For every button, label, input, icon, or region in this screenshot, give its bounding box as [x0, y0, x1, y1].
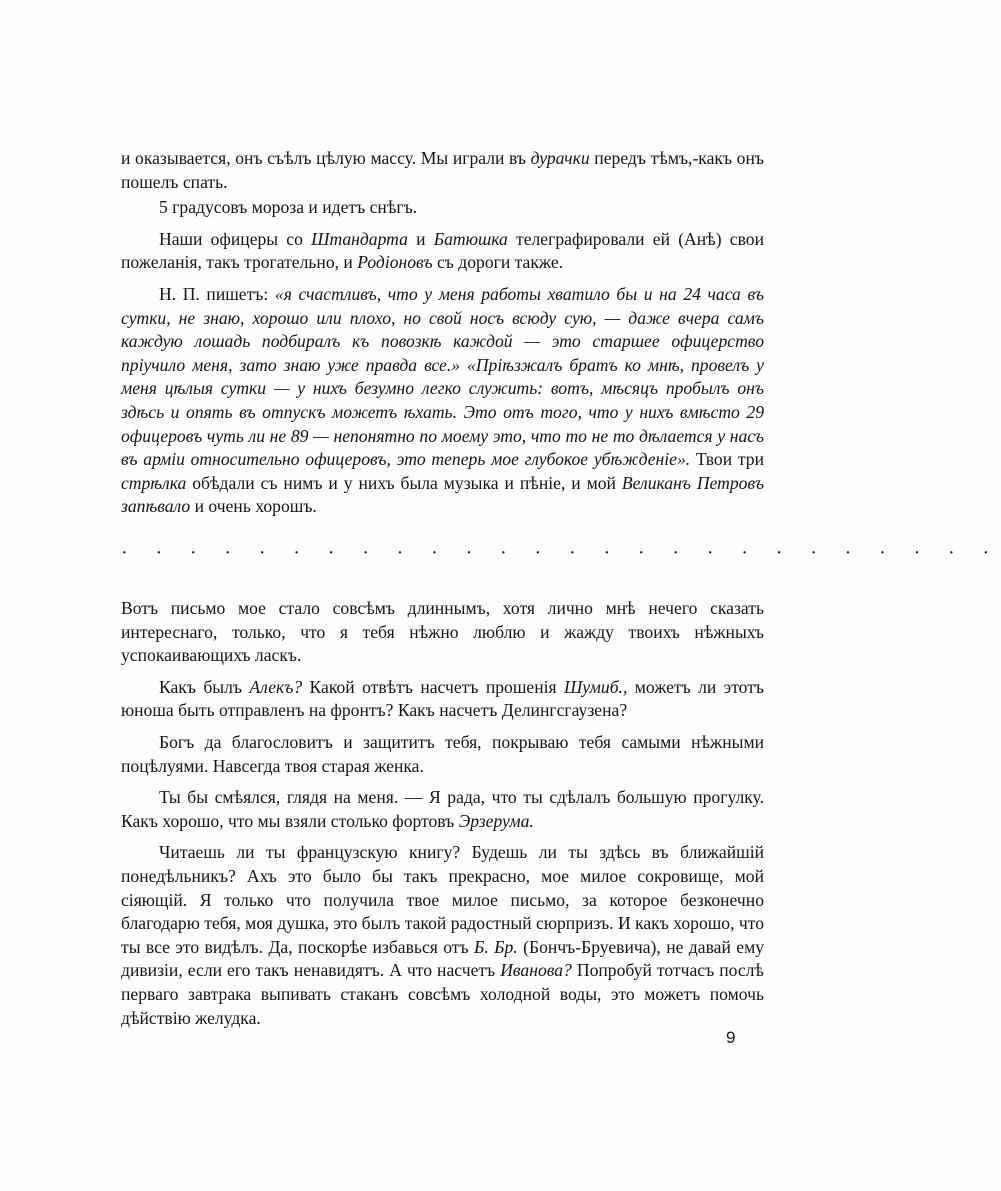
text-run: можетъ ли этотъ юноша быть отправленъ на фронтъ? Какъ насчетъ Делингсгаузена?: [121, 676, 764, 721]
text-run: Наши офицеры со: [159, 228, 312, 249]
paragraph-bottom-5: [121, 841, 764, 1030]
italic-run: Эрзерума.: [458, 810, 534, 831]
paragraph-bottom-4: [121, 786, 764, 833]
text-run: и: [407, 228, 434, 249]
italic-run: Великанъ Петровъ запѣвало: [121, 472, 764, 517]
text-run: съ дороги также.: [432, 252, 564, 273]
paragraph-top-2: 5 градусовъ мороза и идетъ снѣгъ.: [159, 197, 418, 218]
text-run: Попробуй тотчасъ послѣ перваго завтрака выпивать стаканъ совсѣмъ холодной воды, это можетъ помочь дѣйствію желудка.: [121, 960, 764, 1028]
italic-run: Алекъ?: [249, 676, 303, 697]
text-run: (Бончъ-Бруевича), не давай ему дивизіи, если его такъ ненавидятъ. А что насчетъ: [121, 936, 765, 981]
text-run: и оказывается, онъ съѣлъ цѣлую массу. Мы играли въ: [121, 148, 531, 168]
italic-run: Б. Бр.: [474, 936, 518, 957]
paragraph-bottom-3: Богъ да благословитъ и защититъ тебя, покрываю тебя самыми нѣжными поцѣлуями. Навсегда твоя старая женка.: [121, 731, 764, 776]
upper-text-block: [121, 147, 764, 527]
italic-run: Шумиб.,: [563, 676, 628, 697]
italic-run: Родіоновъ: [357, 252, 433, 273]
page-number: 9: [726, 1028, 736, 1047]
text-run: обѣдали съ нимъ и у нихъ была музыка и пѣніе, и мой: [186, 472, 622, 493]
text-run: Читаешь ли ты французскую книгу? Будешь ли ты здѣсь въ ближайшій понедѣльникъ? Ахъ это было бы такъ прекрасно, мое милое сокровище, мой сіяющій. Я только что получила твое милое письмо, за которое безконечно благодарю тебя, моя душка, это былъ такой радостный сюрпризъ. И какъ хорошо, что ты все это видѣлъ. Да, поскорѣе избавься отъ: [121, 842, 764, 957]
text-run: и очень хорошъ.: [190, 496, 317, 517]
italic-run: Штандарта: [311, 228, 408, 249]
text-run: Ты бы смѣялся, глядя на меня. — Я рада, что ты сдѣлалъ большую прогулку. Какъ хорошо, что мы взяли столько фортовъ: [121, 787, 764, 831]
italic-run: Иванова?: [500, 960, 572, 981]
lower-text-block: [121, 597, 764, 1038]
separator-dots: · · · · · · · · · · · · · · · · · · · · · · · · · ·: [121, 542, 1001, 564]
italic-run: стрѣлка: [121, 472, 187, 493]
italic-run: дурачки: [530, 148, 590, 168]
text-run: Какъ былъ: [159, 676, 250, 697]
italic-run: Батюшка: [433, 228, 508, 249]
text-run: Твои три: [690, 449, 764, 470]
paragraph-top-3: [121, 228, 764, 275]
section-separator: [121, 542, 1001, 564]
text-run: Н. П. пишетъ:: [159, 283, 275, 304]
text-run: передъ тѣмъ,-какъ онъ пошелъ спать.: [121, 148, 764, 192]
paragraph-bottom-1: Вотъ письмо мое стало совсѣмъ длиннымъ, хотя лично мнѣ нечего сказать интереснаго, только, что я тебя нѣжно люблю и жажду твоихъ нѣжныхъ успокаивающихъ ласкъ.: [121, 598, 764, 666]
text-run: Какой отвѣтъ насчетъ прошенія: [302, 676, 564, 697]
italic-quote: «я счастливъ, что у меня работы хватило бы и на 24 часа въ сутки, не знаю, хорошо или плохо, но свой носъ всюду сую, — даже вчера самъ каждую лошадь подбиралъ къ повозкѣ каждой — это старшее офицерство пріучило меня, зато знаю уже правда все.» «Пріѣзжалъ братъ ко мнѣ, провелъ у меня цѣлыя сутки — у нихъ безумно легко служить: вотъ, мѣсяцъ пробылъ онъ здѣсь и опять въ отпускъ можетъ ѣхать. Это отъ того, что у нихъ вмѣсто 29 офицеровъ чуть ли не 89 — непонятно по моему это, что то не то дѣлается у насъ въ арміи относительно офицеровъ, это теперь мое глубокое убѣжденіе».: [121, 283, 765, 470]
paragraph-top-1: [121, 147, 764, 194]
text-run: телеграфировали ей (Анѣ) свои пожеланія, такъ трогательно, и: [121, 228, 764, 273]
paragraph-top-4: [121, 283, 764, 519]
paragraph-bottom-2: [121, 676, 764, 723]
